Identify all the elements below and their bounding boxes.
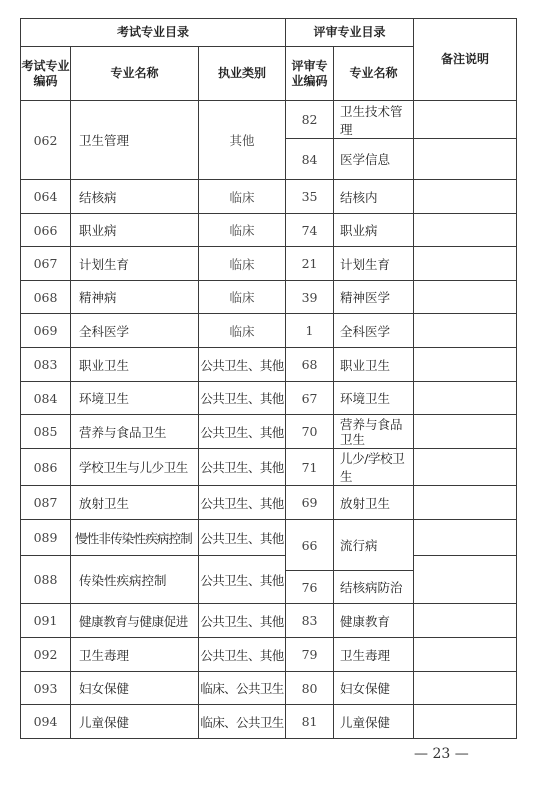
table-row — [21, 672, 517, 705]
exam-name: 结核病 — [71, 180, 199, 214]
review-name: 健康教育 — [334, 604, 414, 638]
exam-code: 092 — [21, 638, 71, 672]
remarks-cell — [414, 101, 517, 139]
remarks-cell — [414, 638, 517, 672]
exam-name: 精神病 — [71, 281, 199, 314]
exam-code: 088 — [21, 556, 71, 604]
review-code: 80 — [286, 672, 334, 705]
exam-code: 087 — [21, 486, 71, 520]
review-code: 69 — [286, 486, 334, 520]
exam-code: 091 — [21, 604, 71, 638]
review-code: 74 — [286, 214, 334, 247]
review-code: 76 — [286, 571, 334, 604]
category: 公共卫生、其他 — [199, 348, 286, 382]
review-name: 医学信息 — [334, 139, 414, 180]
exam-code: 089 — [21, 520, 71, 556]
category: 公共卫生、其他 — [199, 486, 286, 520]
exam-name: 妇女保健 — [71, 672, 199, 705]
table-row — [21, 180, 517, 214]
remarks-cell — [414, 415, 517, 449]
table-row — [21, 556, 517, 571]
review-name: 职业卫生 — [334, 348, 414, 382]
category: 临床 — [199, 314, 286, 348]
table-row — [21, 214, 517, 247]
review-code: 68 — [286, 348, 334, 382]
review-catalog-header: 评审专业目录 — [286, 19, 414, 47]
review-name: 营养与食品卫生 — [334, 415, 414, 449]
exam-code-header: 考试专业编码 — [21, 47, 71, 101]
review-code: 70 — [286, 415, 334, 449]
exam-code: 062 — [21, 101, 71, 180]
review-code: 39 — [286, 281, 334, 314]
remarks-cell — [414, 139, 517, 180]
review-name: 放射卫生 — [334, 486, 414, 520]
remarks-cell — [414, 705, 517, 739]
remarks-cell — [414, 180, 517, 214]
category: 公共卫生、其他 — [199, 638, 286, 672]
category: 公共卫生、其他 — [199, 556, 286, 604]
exam-code: 066 — [21, 214, 71, 247]
exam-name: 计划生育 — [71, 247, 199, 281]
exam-code: 069 — [21, 314, 71, 348]
review-code: 67 — [286, 382, 334, 415]
exam-code: 064 — [21, 180, 71, 214]
table-row — [21, 101, 517, 139]
exam-name: 全科医学 — [71, 314, 199, 348]
category: 临床 — [199, 281, 286, 314]
exam-name: 传染性疾病控制 — [71, 556, 199, 604]
review-name: 结核病防治 — [334, 571, 414, 604]
exam-name: 慢性非传染性疾病控制 — [71, 520, 199, 556]
review-code: 1 — [286, 314, 334, 348]
exam-code: 085 — [21, 415, 71, 449]
review-name: 精神医学 — [334, 281, 414, 314]
page-number: — 23 — — [414, 746, 469, 762]
table-row — [21, 638, 517, 672]
category: 临床 — [199, 247, 286, 281]
exam-name: 卫生管理 — [71, 101, 199, 180]
remarks-cell — [414, 247, 517, 281]
review-name: 结核内 — [334, 180, 414, 214]
table-row — [21, 281, 517, 314]
exam-name: 放射卫生 — [71, 486, 199, 520]
review-name: 儿童保健 — [334, 705, 414, 739]
review-code-header: 评审专业编码 — [286, 47, 334, 101]
remarks-cell — [414, 486, 517, 520]
exam-code: 068 — [21, 281, 71, 314]
review-code: 71 — [286, 449, 334, 486]
professional-catalog-table-wrapper — [20, 18, 516, 739]
remarks-cell — [414, 314, 517, 348]
exam-name: 健康教育与健康促进 — [71, 604, 199, 638]
remarks-cell — [414, 672, 517, 705]
review-name: 全科医学 — [334, 314, 414, 348]
category: 公共卫生、其他 — [199, 520, 286, 556]
table-row — [21, 348, 517, 382]
exam-name: 儿童保健 — [71, 705, 199, 739]
category: 公共卫生、其他 — [199, 415, 286, 449]
table-row — [21, 520, 517, 539]
review-name: 儿少/学校卫生 — [334, 449, 414, 486]
review-code: 83 — [286, 604, 334, 638]
review-name: 流行病 — [334, 520, 414, 571]
table-row — [21, 604, 517, 638]
table-row — [21, 382, 517, 415]
exam-name: 职业卫生 — [71, 348, 199, 382]
category: 临床、公共卫生 — [199, 705, 286, 739]
exam-name: 环境卫生 — [71, 382, 199, 415]
category: 临床 — [199, 180, 286, 214]
table-row — [21, 705, 517, 739]
review-name: 职业病 — [334, 214, 414, 247]
review-name: 卫生技术管理 — [334, 101, 414, 139]
table-row — [21, 314, 517, 348]
exam-name-header: 专业名称 — [71, 47, 199, 101]
table-row — [21, 247, 517, 281]
remarks-cell — [414, 348, 517, 382]
category: 临床、公共卫生 — [199, 672, 286, 705]
category: 其他 — [199, 101, 286, 180]
review-code: 79 — [286, 638, 334, 672]
remarks-header: 备注说明 — [414, 19, 517, 101]
review-name-header: 专业名称 — [334, 47, 414, 101]
exam-name: 营养与食品卫生 — [71, 415, 199, 449]
remarks-cell — [414, 214, 517, 247]
remarks-cell — [414, 556, 517, 604]
exam-code: 084 — [21, 382, 71, 415]
review-name: 环境卫生 — [334, 382, 414, 415]
review-name: 卫生毒理 — [334, 638, 414, 672]
review-code: 66 — [286, 520, 334, 571]
category: 公共卫生、其他 — [199, 449, 286, 486]
remarks-cell — [414, 449, 517, 486]
review-code: 35 — [286, 180, 334, 214]
exam-code: 094 — [21, 705, 71, 739]
review-code: 21 — [286, 247, 334, 281]
exam-name: 卫生毒理 — [71, 638, 199, 672]
review-code: 81 — [286, 705, 334, 739]
table-row — [21, 449, 517, 486]
remarks-cell — [414, 382, 517, 415]
category-header: 执业类别 — [199, 47, 286, 101]
remarks-cell — [414, 281, 517, 314]
exam-code: 086 — [21, 449, 71, 486]
review-name: 妇女保健 — [334, 672, 414, 705]
remarks-cell — [414, 520, 517, 556]
exam-name: 职业病 — [71, 214, 199, 247]
exam-code: 067 — [21, 247, 71, 281]
category: 公共卫生、其他 — [199, 382, 286, 415]
category: 公共卫生、其他 — [199, 604, 286, 638]
review-name: 计划生育 — [334, 247, 414, 281]
professional-catalog-table — [20, 18, 517, 739]
table-row — [21, 415, 517, 449]
exam-name: 学校卫生与儿少卫生 — [71, 449, 199, 486]
exam-code: 093 — [21, 672, 71, 705]
exam-code: 083 — [21, 348, 71, 382]
table-row — [21, 486, 517, 520]
remarks-cell — [414, 604, 517, 638]
exam-catalog-header: 考试专业目录 — [21, 19, 286, 47]
category: 临床 — [199, 214, 286, 247]
review-code: 84 — [286, 139, 334, 180]
header-row-groups — [21, 19, 517, 47]
review-code: 82 — [286, 101, 334, 139]
